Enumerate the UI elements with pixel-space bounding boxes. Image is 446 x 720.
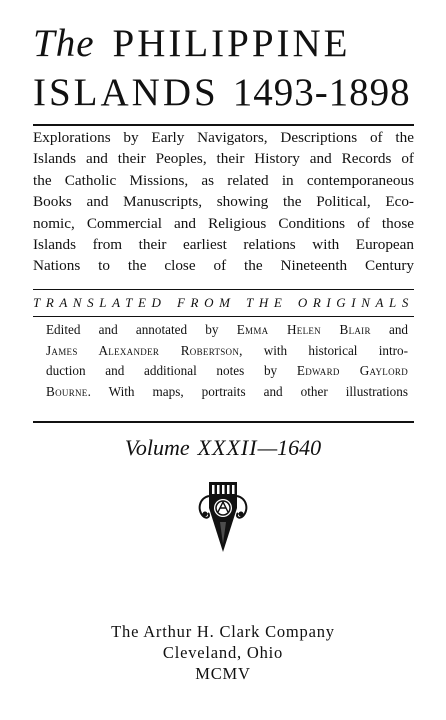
editors-line	[46, 341, 408, 362]
editor-name: Emma Helen Blair	[236, 322, 371, 337]
volume-dash: —	[257, 435, 278, 460]
translated-word: TRANSLATED	[33, 295, 167, 310]
editors-line	[46, 320, 408, 341]
title-word-philippine: PHILIPPINE	[112, 22, 351, 65]
translated-word: ORIGINALS	[297, 295, 414, 310]
description-line: Nations to the close of the Nineteenth Century	[33, 257, 414, 275]
description-line: Explorations by Early Navigators, Descriptions of the	[33, 129, 414, 146]
editor-name: Edward Gaylord	[296, 363, 409, 378]
editors-line	[46, 361, 408, 382]
editors-rule	[33, 421, 414, 423]
translated-from-originals	[33, 293, 414, 313]
translated-word: FROM	[177, 295, 236, 310]
volume-year: 1640	[277, 435, 322, 460]
editors-text: . With maps, portraits and other illustrations	[87, 383, 408, 399]
publisher-city: Cleveland, Ohio	[162, 643, 284, 662]
title-word-islands: ISLANDS	[33, 71, 219, 114]
description-rule	[33, 289, 414, 290]
book-title-line-1	[33, 22, 413, 66]
translated-rule	[33, 316, 414, 317]
title-article: The	[33, 22, 95, 65]
description-line: Islands and their Peoples, their History and Records of	[33, 150, 414, 168]
description-line: Islands from their earliest relations with European	[33, 236, 414, 254]
description	[33, 127, 414, 277]
description-line: nomic, Commercial and Religious Conditions of those	[33, 214, 414, 232]
editors-line	[46, 382, 408, 403]
translated-word: THE	[246, 295, 288, 310]
volume-number: XXXII	[197, 435, 258, 460]
editors-text: duction and additional notes by	[46, 363, 278, 378]
publisher-year: MCMV	[195, 664, 251, 683]
publisher-block	[0, 621, 446, 684]
publisher-device-pennant-icon	[193, 478, 253, 558]
volume-label: Volume	[124, 435, 190, 460]
editors-text: and	[388, 322, 409, 337]
editor-name: Bourne	[46, 383, 88, 399]
editors-text: Edited and annotated by	[46, 322, 219, 337]
description-line: the Catholic Missions, as related in contemporaneous	[33, 171, 414, 189]
editor-name: James Alexander Robertson	[46, 342, 240, 358]
volume-line	[0, 433, 446, 463]
editors-text: , with historical intro-	[239, 342, 408, 358]
title-rule	[33, 124, 414, 126]
publisher-name: The Arthur H. Clark Company	[111, 622, 335, 641]
book-title-line-2	[33, 71, 413, 115]
description-line: Books and Manuscripts, showing the Political, Eco-	[33, 193, 414, 211]
editors-note	[46, 320, 408, 402]
title-years: 1493-1898	[232, 71, 411, 114]
